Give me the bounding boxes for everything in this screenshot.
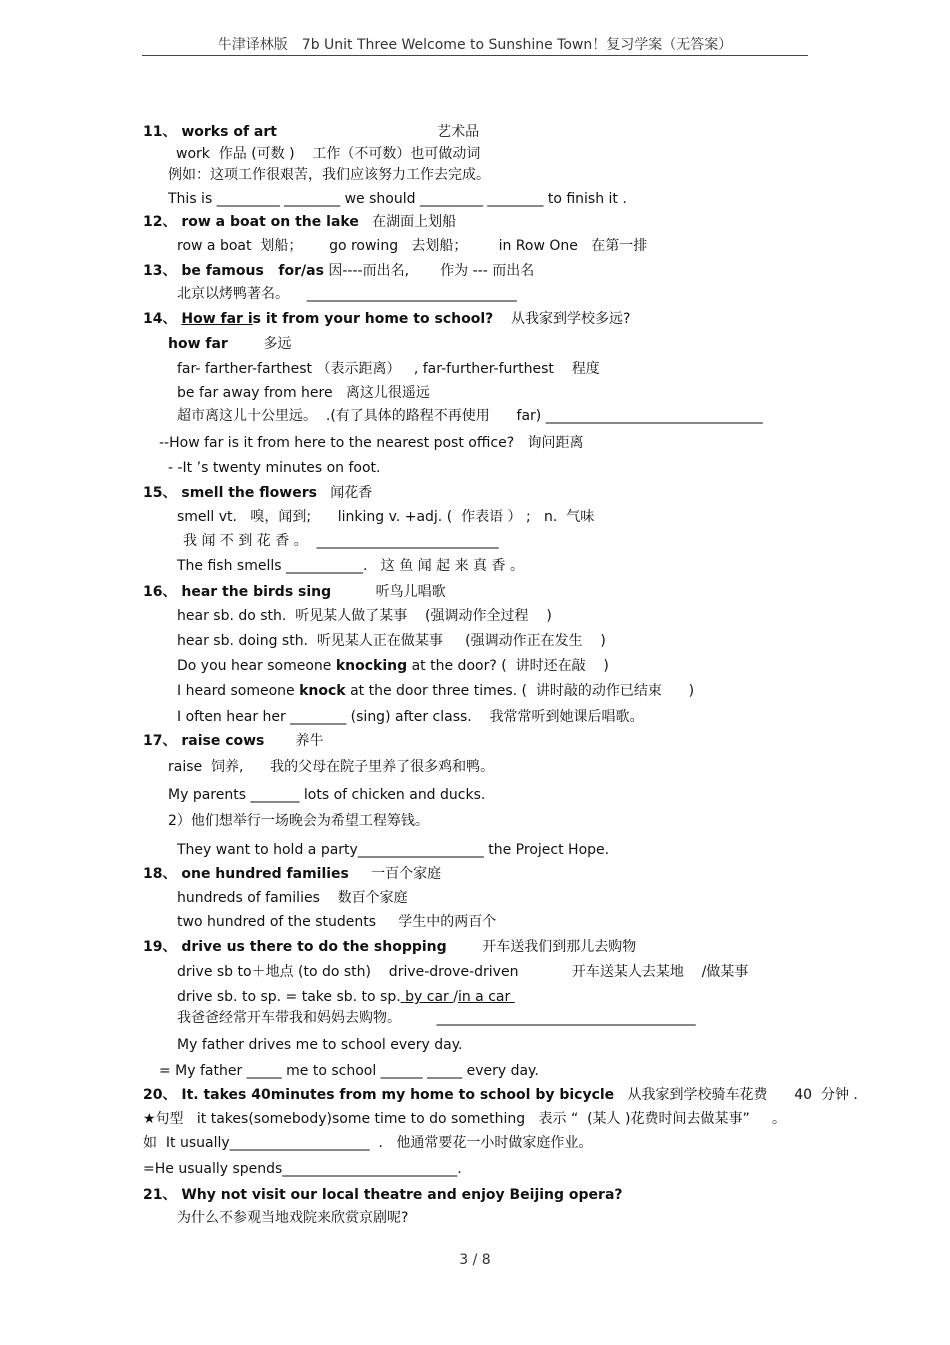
worksheet-line <box>177 632 606 650</box>
line-text: 16、 hear the birds sing <box>143 584 332 600</box>
worksheet-line <box>177 360 600 378</box>
line-text: 11、 works of art <box>143 124 277 140</box>
worksheet-line <box>177 1009 696 1027</box>
worksheet-line <box>183 532 499 550</box>
worksheet-line <box>177 285 517 303</box>
worksheet-line <box>177 913 496 931</box>
worksheet-line <box>143 865 441 883</box>
line-text: knock <box>299 683 346 699</box>
line-text: - -It ’s twenty minutes on foot. <box>168 460 381 476</box>
line-text: raise 饲养, 我的父母在院子里养了很多鸡和鸭。 <box>168 759 495 775</box>
line-text: hear sb. doing sth. 听见某人正在做某事 (强调动作正在发生 ) <box>177 633 606 649</box>
worksheet-line <box>177 708 644 726</box>
line-text: work 作品 (可数 ) 工作（不可数）也可做动词 <box>176 146 481 162</box>
line-text: two hundred of the students 学生中的两百个 <box>177 914 497 930</box>
line-text: 我爸爸经常开车带我和妈妈去购物。 _____________________________________ <box>177 1010 696 1026</box>
line-text: 20、 It. takes 40minutes from my home to school by bicycle <box>143 1087 615 1103</box>
worksheet-line <box>143 310 630 328</box>
worksheet-line <box>143 1134 592 1152</box>
worksheet-line <box>143 732 324 750</box>
line-text: 从我家到学校多远? <box>493 311 631 327</box>
line-text: 从我家到学校骑车花费 40 分钟 . <box>614 1087 858 1103</box>
worksheet-line <box>143 1186 623 1204</box>
worksheet-line <box>168 758 494 776</box>
worksheet-line <box>176 145 480 163</box>
line-text: The fish smells ___________. 这 鱼 闻 起 来 真 香 。 <box>177 558 524 574</box>
worksheet-line <box>177 1209 408 1227</box>
worksheet-line <box>168 190 627 208</box>
worksheet-line <box>143 213 456 231</box>
line-text: how far <box>168 336 228 352</box>
worksheet-line <box>143 938 636 956</box>
line-text: 为什么不参观当地戏院来欣赏京剧呢? <box>177 1210 409 1226</box>
line-text: 14、 <box>143 311 182 327</box>
line-text: 21、 Why not visit our local theatre and enjoy Beijing opera? <box>143 1187 623 1203</box>
line-text: smell vt. 嗅，闻到; linking v. +adj. ( 作表语 ） ; n. 气味 <box>177 509 595 525</box>
line-text: 15、 smell the flowers <box>143 485 317 501</box>
line-text: Do you hear someone <box>177 658 336 674</box>
line-text: This is _________ ________ we should _________ ________ to finish it . <box>168 191 627 207</box>
line-text: 18、 one hundred families <box>143 866 349 882</box>
line-text: 听鸟儿唱歌 <box>331 584 446 600</box>
worksheet-line <box>177 607 552 625</box>
line-text: ★句型 it takes(somebody)some time to do something 表示 “ (某人 )花费时间去做某事” 。 <box>143 1111 786 1127</box>
line-text: 2）他们想举行一场晚会为希望工程筹钱。 <box>168 813 429 829</box>
line-text: 超市离这儿十公里远。 .(有了具体的路程不再使用 far) _______________________________ <box>177 408 763 424</box>
line-text: --How far is it from here to the nearest post office? 询问距离 <box>159 435 584 451</box>
page-number: 3 / 8 <box>459 1252 491 1268</box>
line-text: knocking <box>335 658 408 674</box>
line-text: 13、 be famous for/as <box>143 263 324 279</box>
line-text: 如 It usually____________________ . 他通常要花一小时做家庭作业。 <box>143 1135 593 1151</box>
header-divider <box>142 55 808 56</box>
line-text: 例如：这项工作很艰苦，我们应该努力工作去完成。 <box>168 167 490 183</box>
worksheet-line <box>177 988 515 1006</box>
line-text: far- farther-farthest （表示距离） , far-further-furthest 程度 <box>177 361 600 377</box>
line-text: s it from your home to school? <box>252 311 494 327</box>
line-text: hear sb. do sth. 听见某人做了某事 (强调动作全过程 ) <box>177 608 552 624</box>
line-text: be far away from here 离这儿很遥远 <box>177 385 430 401</box>
worksheet-line <box>159 1062 539 1080</box>
line-text: My parents _______ lots of chicken and ducks. <box>168 787 486 803</box>
line-text: / <box>453 989 458 1005</box>
line-text: in a car <box>457 989 515 1005</box>
worksheet-line <box>177 963 748 981</box>
worksheet-line <box>143 1086 858 1104</box>
worksheet-line <box>143 123 479 141</box>
line-text: They want to hold a party__________________ the Project Hope. <box>177 842 610 858</box>
line-text: I heard someone <box>177 683 300 699</box>
line-text: 我 闻 不 到 花 香 。 __________________________ <box>183 533 499 549</box>
line-text: 闻花香 <box>316 485 373 501</box>
line-text: 一百个家庭 <box>348 866 442 882</box>
worksheet-line <box>168 812 429 830</box>
line-text: 19、 drive us there to do the shopping <box>143 939 447 955</box>
line-text: 因----而出名, 作为 --- 而出名 <box>323 263 535 279</box>
line-text: drive sb to＋地点 (to do sth) drive-drove-driven 开车送某人去某地 /做某事 <box>177 964 749 980</box>
worksheet-line <box>177 682 694 700</box>
line-text: drive sb. to sp. = take sb. to sp. <box>177 989 401 1005</box>
worksheet-line <box>177 384 430 402</box>
worksheet-line <box>168 786 485 804</box>
worksheet-line <box>177 657 609 675</box>
worksheet-line <box>143 262 534 280</box>
line-text: row a boat 划船； go rowing 去划船； in Row One 在第一排 <box>177 238 648 254</box>
line-text: hundreds of families 数百个家庭 <box>177 890 408 906</box>
worksheet-line <box>143 1110 786 1128</box>
worksheet-line <box>159 434 583 452</box>
line-text: 养牛 <box>264 733 324 749</box>
line-text: How far i <box>181 311 253 327</box>
worksheet-line <box>143 1160 462 1178</box>
worksheet-line <box>177 508 594 526</box>
worksheet-line <box>177 889 408 907</box>
line-text: 开车送我们到那儿去购物 <box>446 939 637 955</box>
worksheet-line <box>177 557 524 575</box>
worksheet-line <box>168 166 490 184</box>
line-text: =He usually spends_________________________. <box>143 1161 462 1177</box>
page-header: 牛津译林版 7b Unit Three Welcome to Sunshine Town！复习学案（无答案） <box>217 37 733 53</box>
line-text: at the door three times. ( 讲时敲的动作已结束 ) <box>345 683 695 699</box>
line-text: 12、 row a boat on the lake <box>143 214 359 230</box>
worksheet-line <box>168 459 380 477</box>
worksheet-line <box>177 1036 462 1054</box>
worksheet-line <box>177 407 763 425</box>
worksheet-line <box>177 841 609 859</box>
line-text: 艺术品 <box>276 124 480 140</box>
worksheet-line <box>143 583 446 601</box>
worksheet-line <box>177 237 647 255</box>
line-text: = My father _____ me to school ______ _____ every day. <box>159 1063 539 1079</box>
line-text: at the door? ( 讲时还在敲 ) <box>407 658 609 674</box>
line-text: I often hear her ________ (sing) after class. 我常常听到她课后唱歌。 <box>177 709 644 725</box>
line-text: My father drives me to school every day. <box>177 1037 463 1053</box>
line-text: by car <box>400 989 454 1005</box>
line-text: 多远 <box>227 336 292 352</box>
line-text: 在湖面上划船 <box>358 214 457 230</box>
worksheet-line <box>143 484 372 502</box>
worksheet-line <box>168 335 291 353</box>
line-text: 17、 raise cows <box>143 733 265 749</box>
line-text: 北京以烤鸭著名。 ______________________________ <box>177 286 517 302</box>
